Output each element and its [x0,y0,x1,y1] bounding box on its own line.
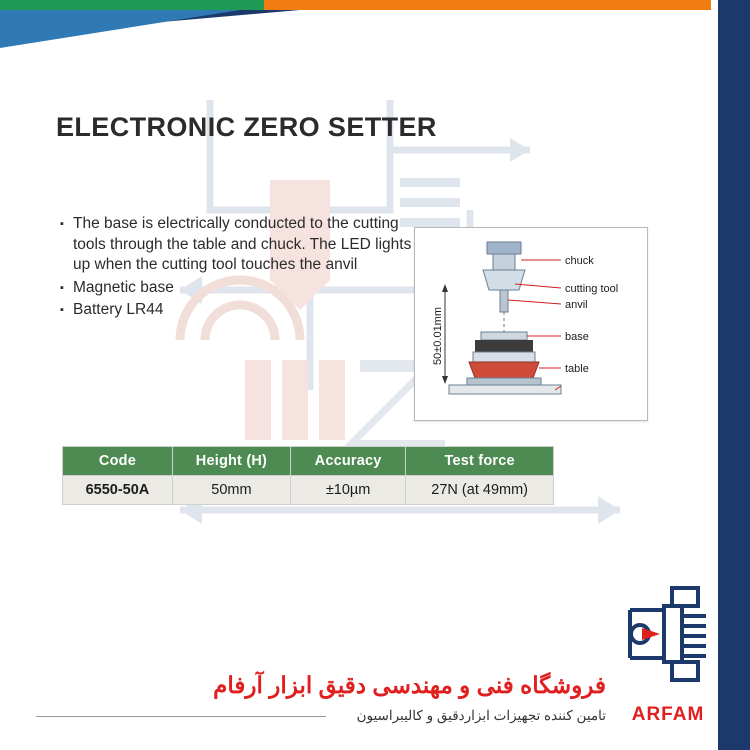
header-bar-green [0,0,264,10]
list-item-text: Battery LR44 [73,301,164,318]
arfam-logo-icon [620,582,716,686]
bullet-square-icon: ▪ [60,304,64,316]
list-item-text: Magnetic base [73,278,174,296]
column-header-code: Code [63,447,173,476]
figure-label-cutting-tool: cutting tool [565,283,619,295]
bullet-square-icon: ▪ [60,281,64,294]
column-header-test-force: Test force [406,447,554,476]
cell-accuracy: ±10µm [290,476,405,505]
company-tagline: تامین کننده تجهیزات ابزاردقیق و کالیبراسیون [356,708,606,723]
brand-wordmark: ARFAM [631,704,705,725]
product-diagram [414,227,648,421]
header-corner-blue [0,10,240,48]
column-header-accuracy: Accuracy [290,447,405,476]
cell-test-force: 27N (at 49mm) [406,476,554,505]
list-item [60,278,420,299]
cell-height: 50mm [172,476,290,505]
figure-dimension-label: 50±0.01mm [432,306,444,366]
specification-table [62,446,554,505]
table-header-row [63,447,554,476]
figure-label-table: table [565,363,589,375]
feature-list [60,214,420,323]
header-bar-gap [711,0,718,10]
figure-label-chuck: chuck [565,255,594,267]
cell-code: 6550-50A [63,476,173,505]
company-name: فروشگاه فنی و مهندسی دقیق ابزار آرفام [213,672,606,698]
page-title: ELECTRONIC ZERO SETTER [56,112,437,142]
side-bar-gap [711,10,718,750]
column-header-height: Height (H) [172,447,290,476]
list-item-text: The base is electrically conducted to the cutting tools through the table and chuck. The LED lights up when the cutting tool touches the anvil [73,215,412,273]
side-bar-navy [718,0,750,750]
figure-label-anvil: anvil [565,299,588,311]
list-item [60,300,420,321]
table-row [63,476,554,505]
bullet-square-icon: ▪ [60,218,64,230]
figure-label-base: base [565,331,589,343]
list-item [60,214,420,276]
